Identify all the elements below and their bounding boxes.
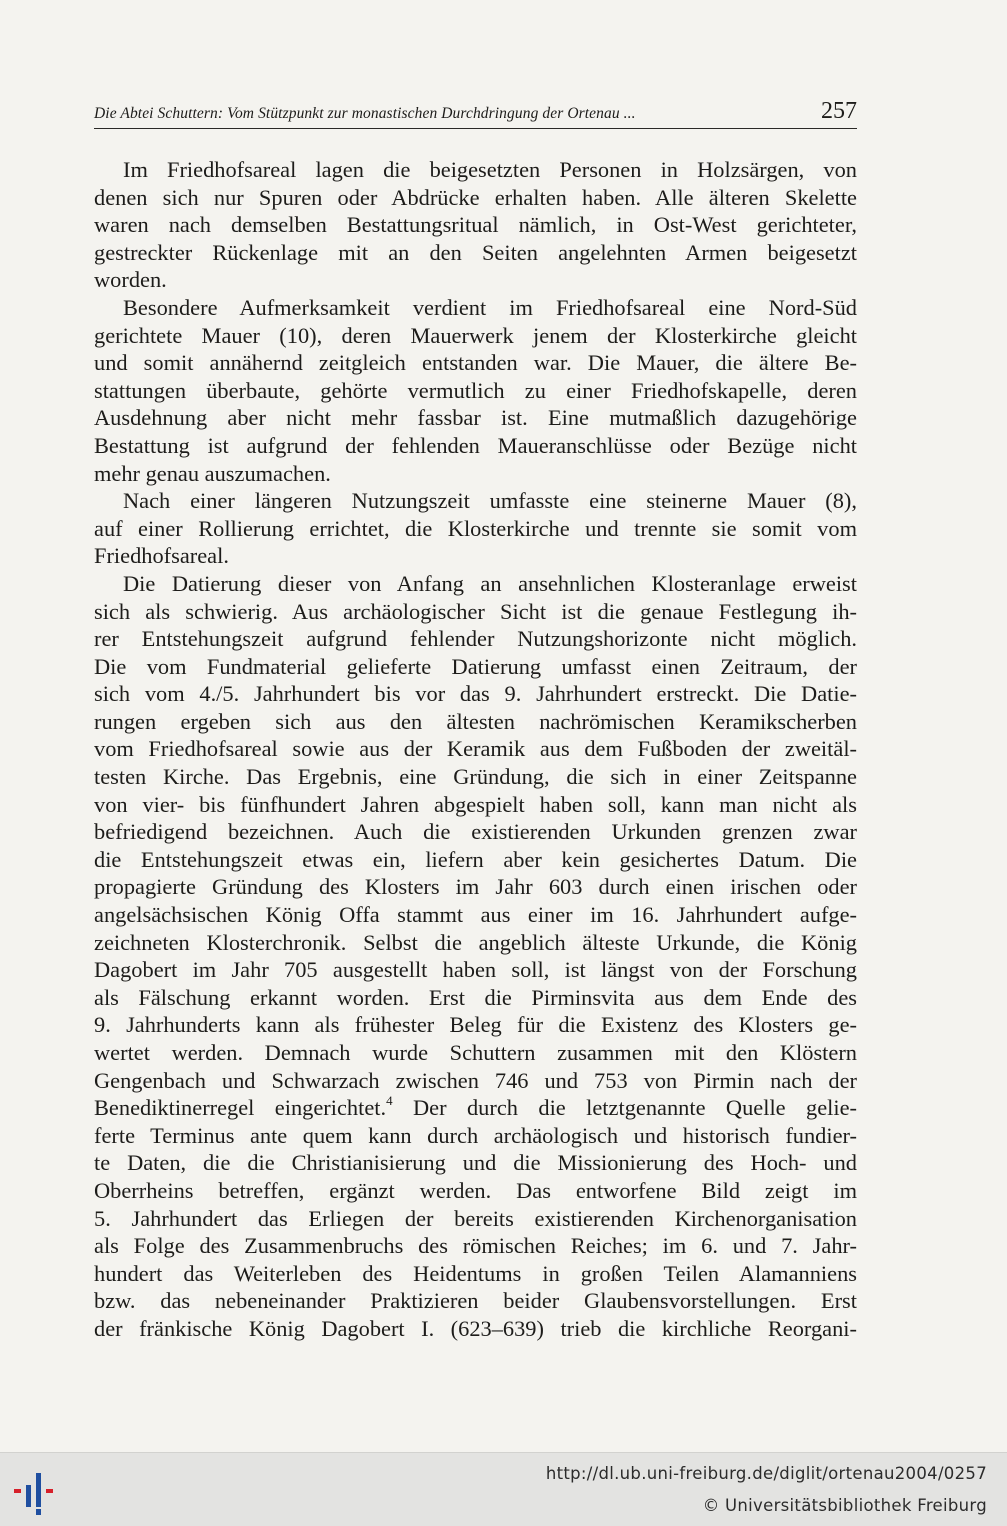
text-line: vom Friedhofsareal sowie aus der Keramik aus dem Fußboden der zweitäl- [94, 736, 857, 762]
text-line: gerichtete Mauer (10), deren Mauerwerk jenem der Klosterkirche gleicht [94, 322, 857, 348]
ub-freiburg-logo-icon [12, 1465, 64, 1517]
text-line: testen Kirche. Das Ergebnis, eine Gründung, die sich in einer Zeitspanne [94, 764, 857, 790]
text-line: Nach einer längeren Nutzungszeit umfasste eine steinerne Mauer (8), [123, 488, 857, 514]
text-line: Dagobert im Jahr 705 ausgestellt haben soll, ist längst von der Forschung [94, 957, 857, 983]
text-line: Bestattung ist aufgrund der fehlenden Maueranschlüsse oder Bezüge nicht [94, 432, 857, 458]
running-header [94, 98, 857, 129]
text-line: zeichneten Klosterchronik. Selbst die angeblich älteste Urkunde, die König [94, 929, 857, 955]
running-title: Die Abtei Schuttern: Vom Stützpunkt zur monastischen Durchdringung der Ortenau ... [94, 105, 636, 122]
text-line: auf einer Rollierung errichtet, die Klosterkirche und trennte sie somit vom [94, 515, 857, 541]
text-line: gestreckter Rückenlage mit an den Seiten angelehnten Armen beigesetzt [94, 239, 857, 265]
document-url-link[interactable]: http://dl.ub.uni-freiburg.de/diglit/ortenau2004/0257 [545, 1464, 987, 1483]
text-line: propagierte Gründung des Klosters im Jahr 603 durch einen irischen oder [94, 874, 857, 900]
text-line: waren nach demselben Bestattungsritual nämlich, in Ost-West gerichteter, [94, 212, 857, 238]
text-line: denen sich nur Spuren oder Abdrücke erhalten haben. Alle älteren Skelette [94, 184, 857, 210]
text-line: stattungen überbaute, gehörte vermutlich zu einer Friedhofskapelle, deren [94, 377, 857, 403]
text-segment: Der durch die letztgenannte Quelle gelie- [392, 1095, 857, 1121]
footnote-reference: 4 [386, 1092, 393, 1108]
text-line: bzw. das nebeneinander Praktizieren beider Glaubensvorstellungen. Erst [94, 1288, 857, 1314]
text-line: mehr genau auszumachen. [94, 460, 331, 486]
text-line: wertet werden. Demnach wurde Schuttern zusammen mit den Klöstern [94, 1040, 857, 1065]
text-line: Gengenbach und Schwarzach zwischen 746 und 753 von Pirmin nach der [94, 1067, 857, 1093]
footer-bar [0, 1452, 1007, 1526]
text-line: von vier- bis fünfhundert Jahren abgespielt haben soll, kann man nicht als [94, 791, 857, 817]
text-line: die Entstehungszeit etwas ein, liefern aber kein gesichertes Datum. Die [94, 846, 857, 872]
text-line: als Folge des Zusammenbruchs des römischen Reiches; im 6. und 7. Jahr- [94, 1233, 857, 1259]
text-line: Im Friedhofsareal lagen die beigesetzten Personen in Holzsärgen, von [123, 157, 857, 182]
text-line: te Daten, die die Christianisierung und die Missionierung des Hoch- und [94, 1150, 857, 1176]
text-segment: Benediktinerregel eingerichtet. [94, 1095, 387, 1121]
text-line: Besondere Aufmerksamkeit verdient im Friedhofsareal eine Nord-Süd [123, 294, 857, 320]
page-number: 257 [821, 98, 857, 124]
text-line: ferte Terminus ante quem kann durch archäologisch und historisch fundier- [94, 1122, 857, 1148]
text-line: rer Entstehungszeit aufgrund fehlender Nutzungshorizonte nicht möglich. [94, 626, 857, 652]
body-text [94, 156, 857, 1343]
text-line: worden. [94, 267, 167, 293]
text-line: Oberrheins betreffen, ergänzt werden. Das entworfene Bild zeigt im [94, 1177, 857, 1203]
copyright-notice: © Universitätsbibliothek Freiburg [702, 1496, 987, 1515]
text-line: Die vom Fundmaterial gelieferte Datierung umfasst einen Zeitraum, der [94, 653, 857, 679]
text-line: der fränkische König Dagobert I. (623–639) trieb die kirchliche Reorgani- [94, 1315, 857, 1341]
text-line: 5. Jahrhundert das Erliegen der bereits existierenden Kirchenorganisation [94, 1205, 857, 1231]
text-line: sich vom 4./5. Jahrhundert bis vor das 9. Jahrhundert erstreckt. Die Datie- [94, 681, 857, 707]
text-line: angelsächsischen König Offa stammt aus einer im 16. Jahrhundert aufge- [94, 902, 857, 928]
text-line: 9. Jahrhunderts kann als frühester Beleg für die Existenz des Klosters ge- [94, 1012, 857, 1038]
text-line-with-footnote [94, 1094, 857, 1122]
text-line: Die Datierung dieser von Anfang an ansehnlichen Klosteranlage erweist [123, 570, 857, 596]
text-line: befriedigend bezeichnen. Auch die existierenden Urkunden grenzen zwar [94, 819, 857, 845]
text-line: hundert das Weiterleben des Heidentums in großen Teilen Alamanniens [94, 1260, 857, 1286]
text-line: Friedhofsareal. [94, 543, 229, 569]
text-line: sich als schwierig. Aus archäologischer Sicht ist die genaue Festlegung ih- [94, 598, 857, 624]
text-line: und somit annähernd zeitgleich entstanden war. Die Mauer, die ältere Be- [94, 350, 857, 376]
text-line: rungen ergeben sich aus den ältesten nachrömischen Keramikscherben [94, 708, 857, 734]
text-line: Ausdehnung aber nicht mehr fassbar ist. Eine mutmaßlich dazugehörige [94, 405, 857, 431]
text-line: als Fälschung erkannt worden. Erst die Pirminsvita aus dem Ende des [94, 984, 857, 1010]
